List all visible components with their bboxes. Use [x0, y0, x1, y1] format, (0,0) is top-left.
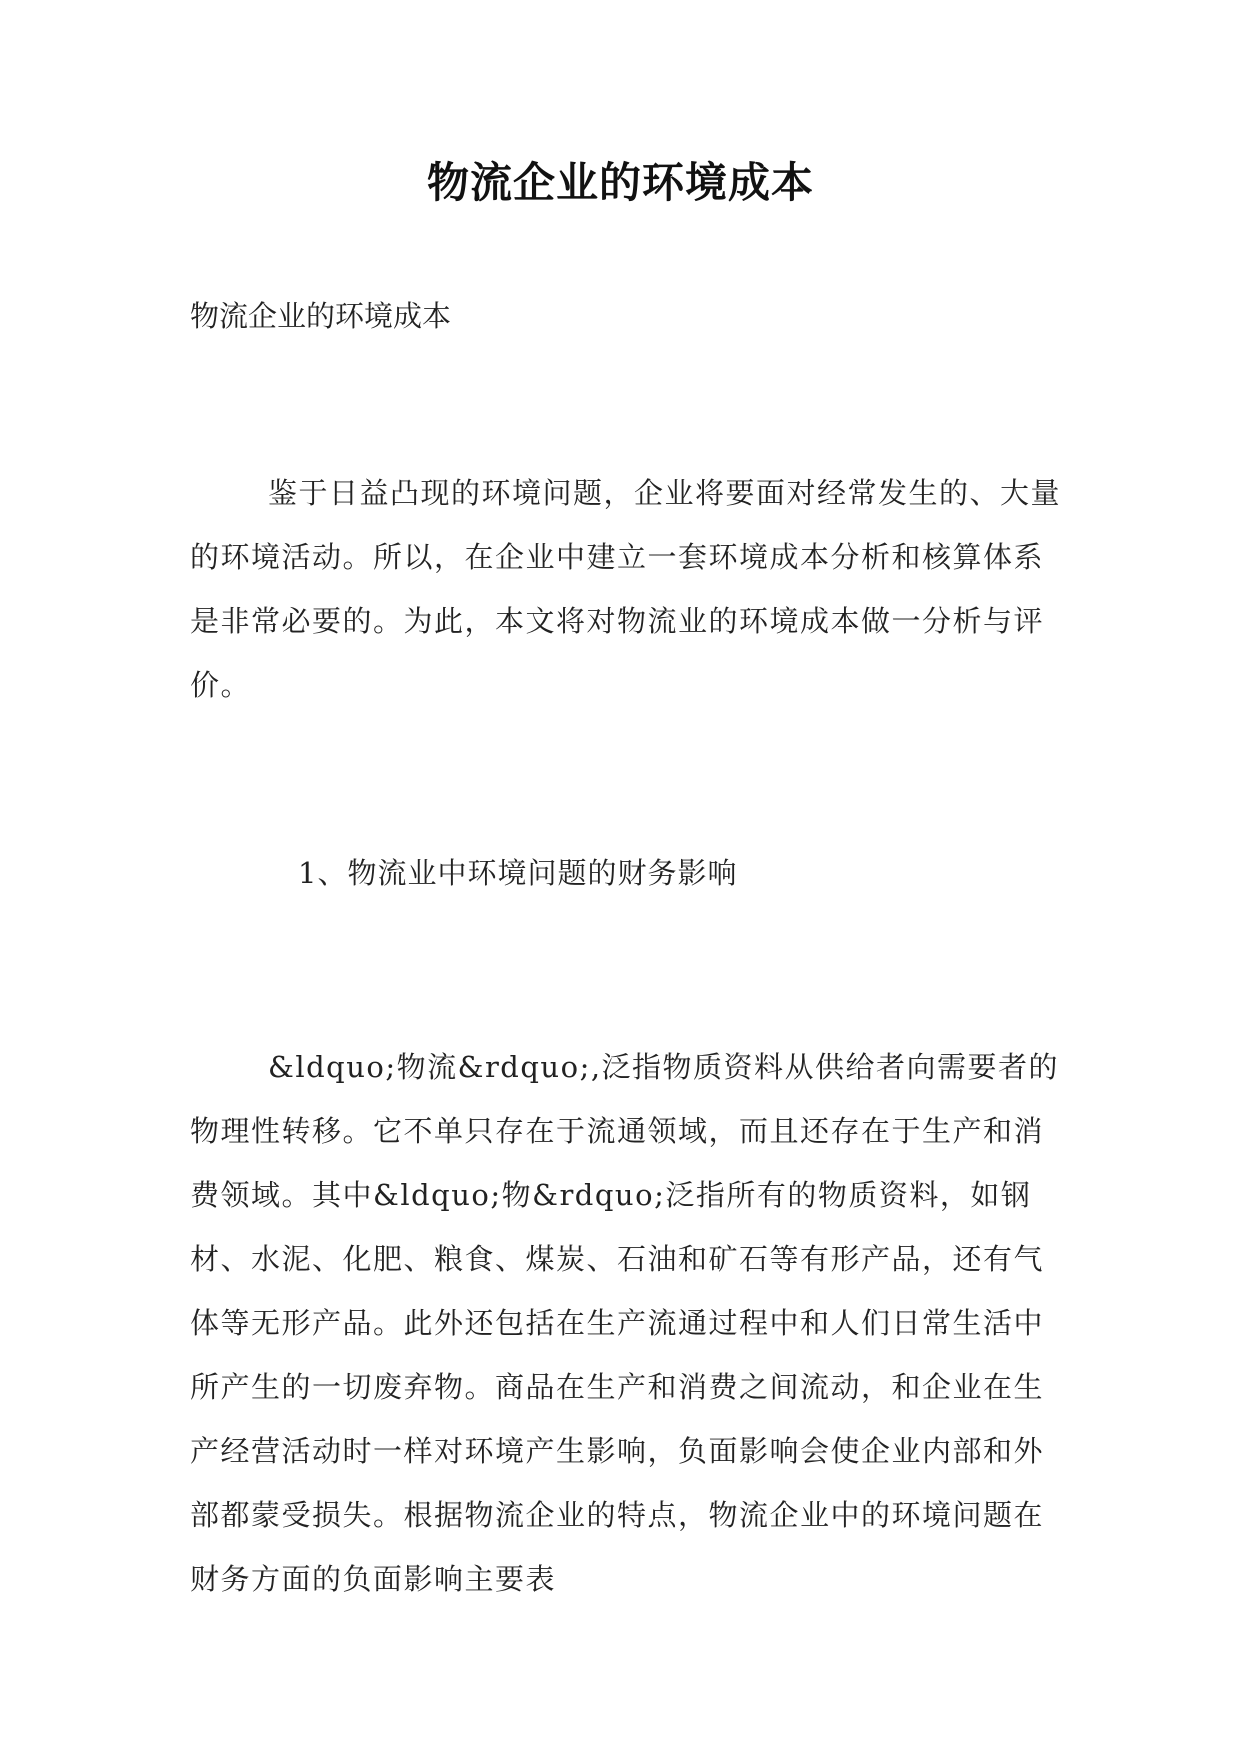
body-paragraph: &ldquo;物流&rdquo;,泛指物质资料从供给者向需要者的物理性转移。它不单只存在于流通领域，而且还存在于生产和消费领域。其中&ldquo;物&rdquo;泛指所有的物质资料，如钢材、水泥、化肥、粮食、煤炭、石油和矿石等有形产品，还有气体等无形产品。此外还包括在生产流通过程中和人们日常生活中所产生的一切废弃物。商品在生产和消费之间流动，和企业在生产经营活动时一样对环境产生影响，负面影响会使企业内部和外部都蒙受损失。根据物流企业的特点，物流企业中的环境问题在财务方面的负面影响主要表 — [190, 1050, 1060, 1596]
intro-paragraph: 鉴于日益凸现的环境问题，企业将要面对经常发生的、大量的环境活动。所以，在企业中建立一套环境成本分析和核算体系是非常必要的。为此，本文将对物流业的环境成本做一分析与评价。 — [190, 476, 1062, 702]
document-subtitle: 物流企业的环境成本 — [190, 299, 452, 333]
section-heading: 1、物流业中环境问题的财务影响 — [298, 856, 738, 890]
document-title: 物流企业的环境成本 — [426, 158, 814, 207]
